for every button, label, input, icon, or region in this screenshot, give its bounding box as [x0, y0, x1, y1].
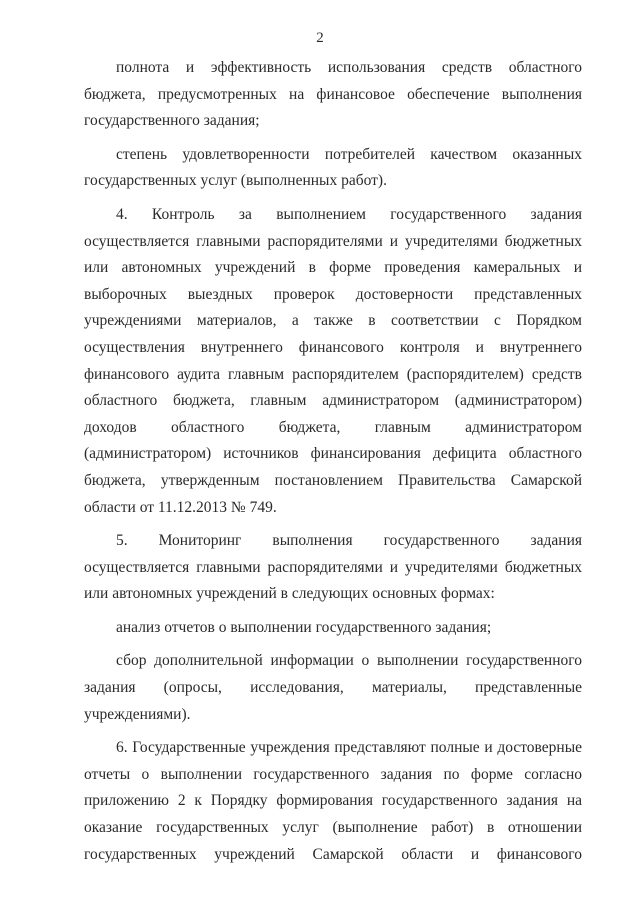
text-line: приложению 2 к Порядку формирования государственного задания на: [84, 792, 582, 810]
text-line: полнота и эффективность использования средств областного бюджета,: [84, 59, 582, 103]
page-number: 2: [316, 30, 324, 46]
paragraph-satisfaction: [84, 142, 582, 195]
text-line: степень удовлетворенности потребителей качеством оказанных: [116, 145, 582, 163]
text-line: бюджета, утвержденным постановлением Правительства Самарской: [84, 471, 582, 489]
text-line: задания (опросы, исследования, материалы, представленные: [84, 679, 582, 697]
text-line: государственных учреждений Самарской области и финансового: [84, 845, 582, 863]
text-line: 6. Государственные учреждения представляют полные и достоверные: [116, 739, 582, 757]
text-line: государственного задания;: [84, 112, 260, 130]
text-line: или автономных учреждений в форме проведения камеральных и: [84, 259, 582, 277]
text-line: финансового аудита главным распорядителем (распорядителем) средств: [84, 365, 582, 383]
paragraph-report-analysis: [84, 615, 582, 642]
paragraph-reports: [84, 735, 582, 868]
text-line: отчеты о выполнении государственного задания по форме согласно: [84, 765, 582, 783]
text-line: области от 11.12.2013 № 749.: [84, 498, 277, 516]
text-line: 5. Мониторинг выполнения государственного задания осуществляется: [84, 532, 582, 576]
paragraph-monitoring: [84, 528, 582, 608]
text-line: осуществления внутреннего финансового контроля и внутреннего: [84, 338, 582, 356]
text-line: главными распорядителями и учредителями бюджетных или автономных: [84, 558, 583, 603]
text-line: предусмотренных на финансовое обеспечение выполнения: [157, 85, 583, 103]
text-line: учреждений в следующих основных формах:: [196, 585, 495, 603]
text-line: выборочных выездных проверок достоверности представленных: [84, 285, 582, 303]
text-line: анализ отчетов о выполнении государственного задания;: [116, 618, 492, 636]
text-line: учреждениями).: [84, 705, 191, 723]
paragraph-control: [84, 202, 582, 521]
paragraph-budget-efficiency: [84, 55, 582, 135]
text-line: областного бюджета, главным администратором (администратором): [84, 392, 582, 410]
text-line: 4. Контроль за выполнением государственного задания: [116, 205, 582, 223]
text-line: оказание государственных услуг (выполнение работ) в отношении: [84, 819, 582, 837]
text-line: осуществляется главными распорядителями и учредителями бюджетных: [84, 232, 582, 250]
text-line: (администратором) источников финансирования дефицита областного: [84, 445, 582, 463]
paragraph-info-collection: [84, 648, 582, 728]
text-line: учреждениями материалов, а также в соответствии с Порядком: [84, 312, 582, 330]
text-line: государственных услуг (выполненных работ).: [84, 172, 387, 190]
text-line: сбор дополнительной информации о выполнении государственного: [116, 652, 582, 670]
document-body: [84, 55, 582, 868]
text-line: доходов областного бюджета, главным администратором: [84, 418, 582, 436]
